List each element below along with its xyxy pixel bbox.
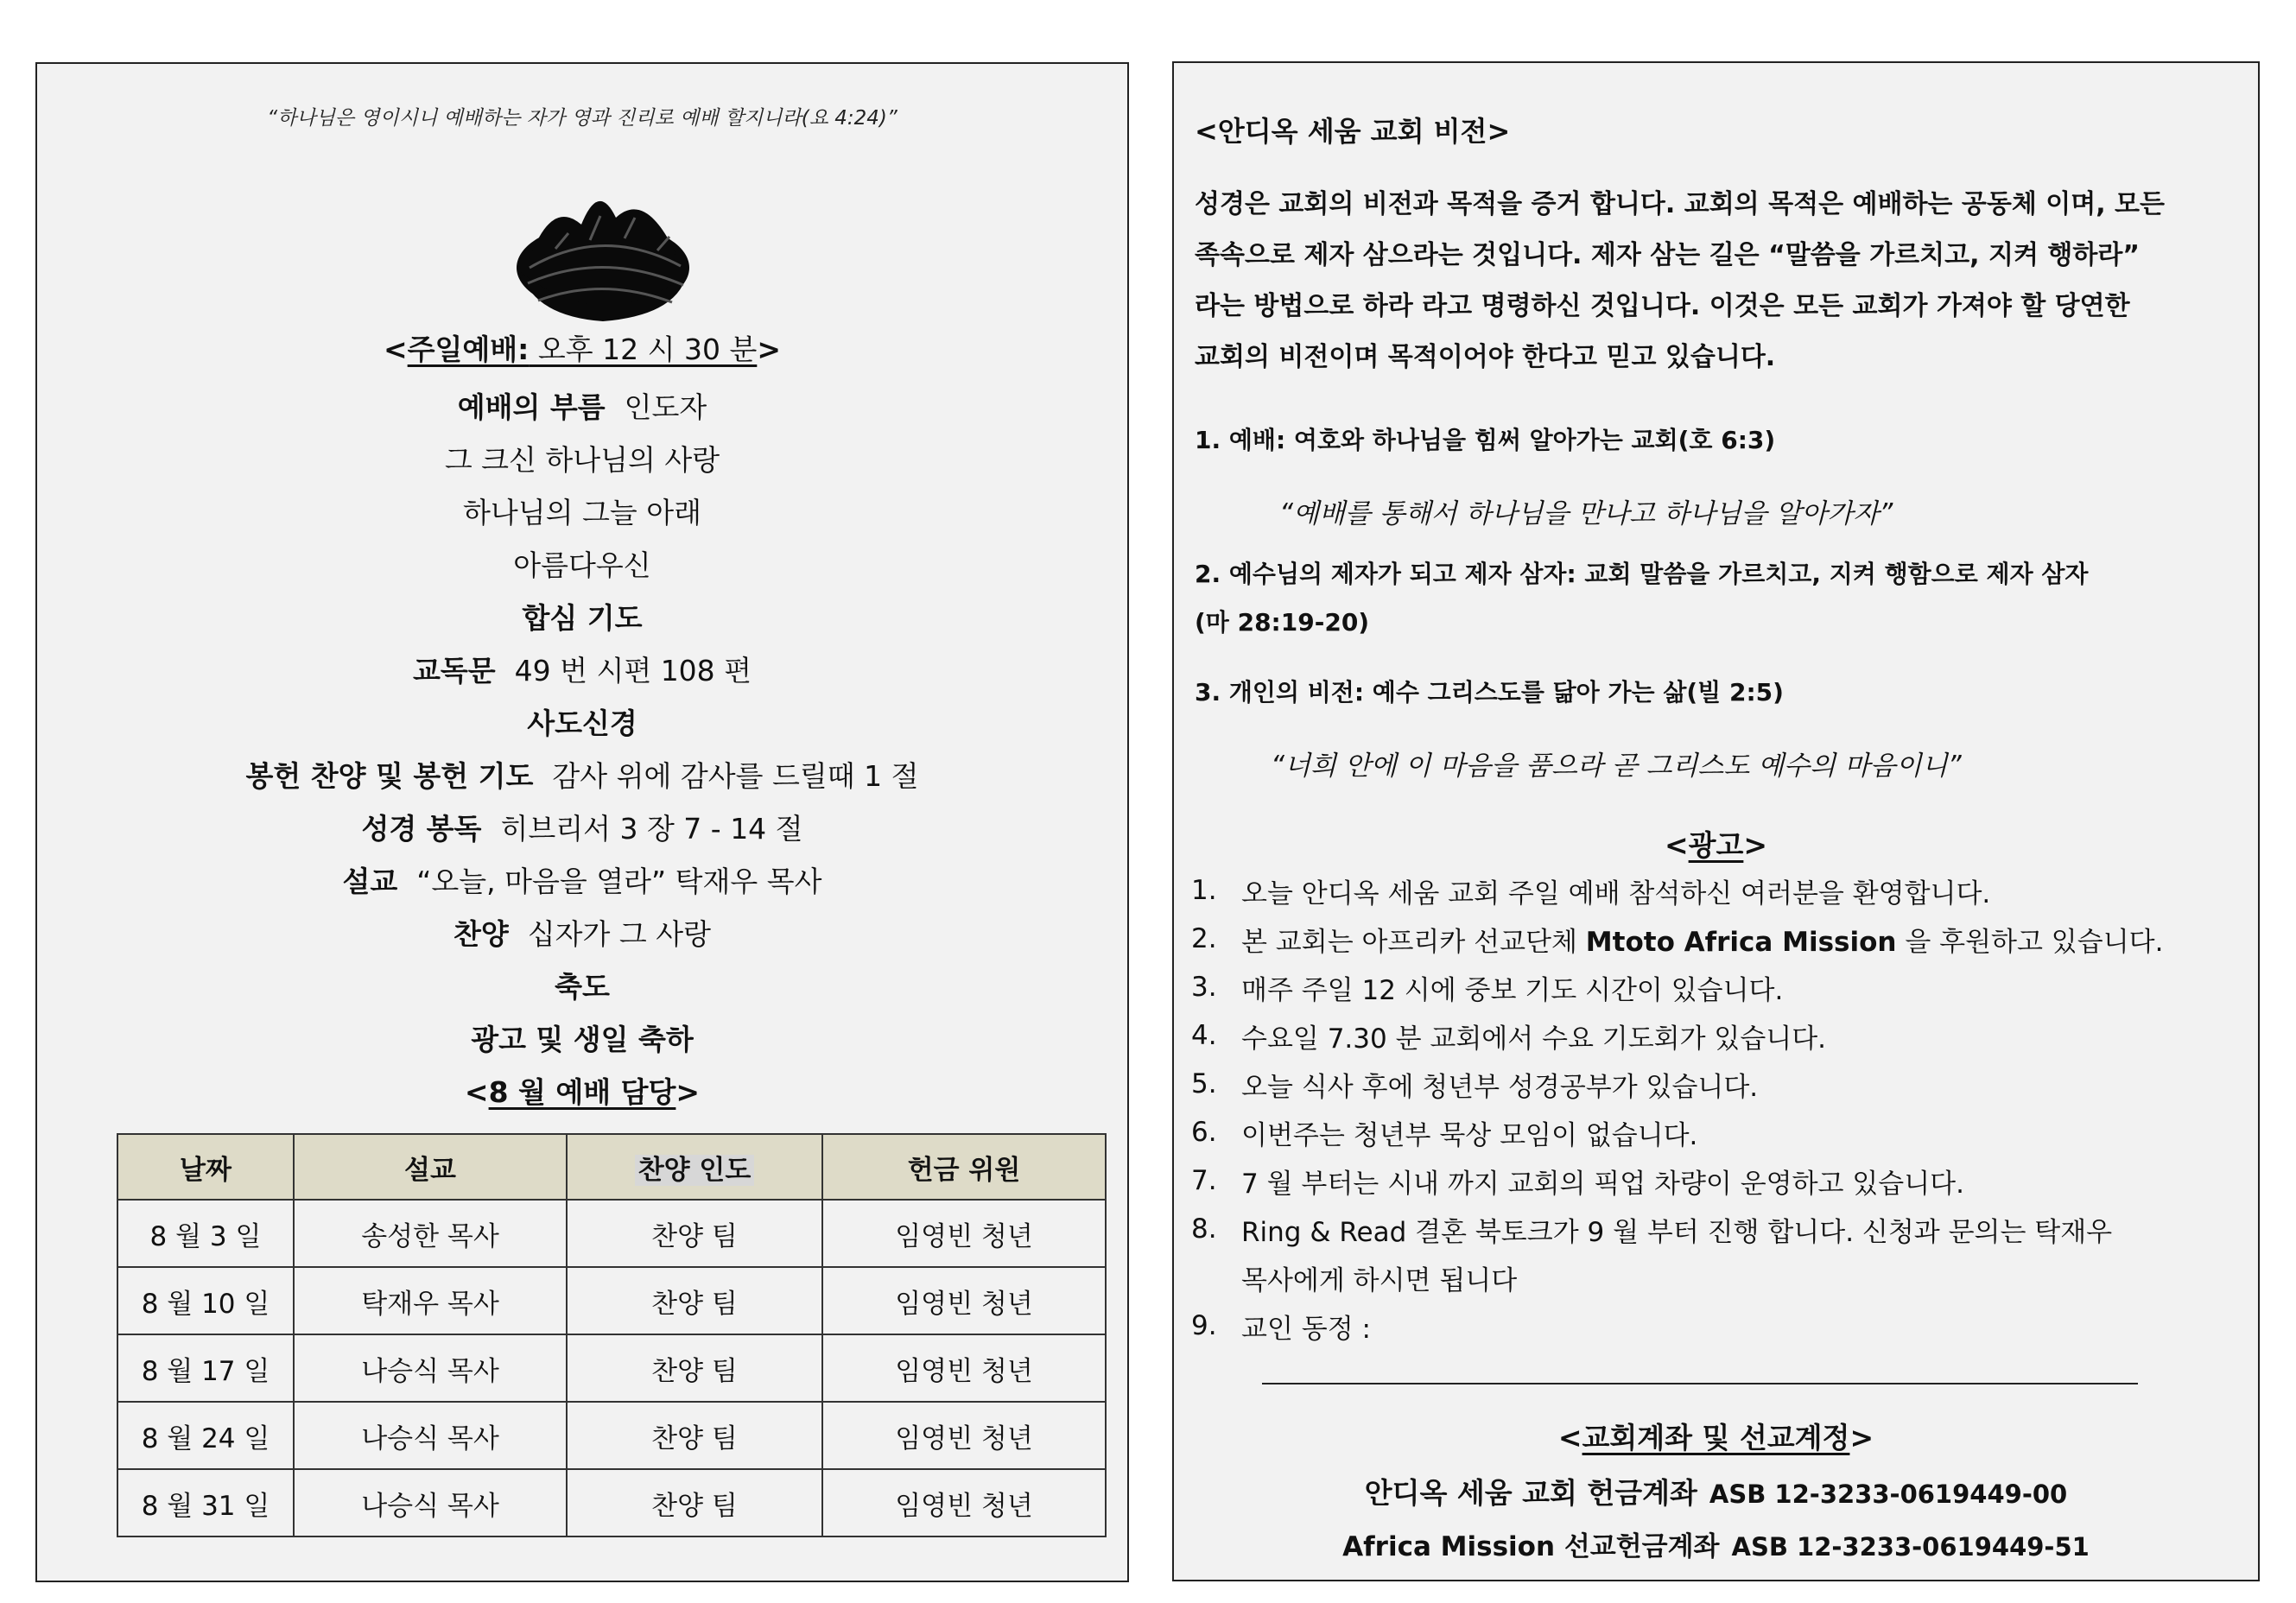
announcement-number: 5.	[1191, 1068, 1217, 1099]
announcement-number: 3.	[1191, 972, 1217, 1003]
order-item-detail: 49 번 시편 108 편	[514, 654, 752, 687]
cell-praise-leader: 찬양 팀	[567, 1200, 822, 1267]
announcement-text: Ring & Read 결혼 북토크가 9 월 부터 진행 합니다. 신청과 문의는 탁재우	[1241, 1216, 2113, 1248]
schedule-title	[37, 1066, 1127, 1118]
vision-line: 라는 방법으로 하라 라고 명령하신 것입니다. 이것은 모든 교회가 가져야 할 당연한	[1195, 291, 2130, 321]
account-number: ASB 12-3233-0619449-00	[1709, 1479, 2068, 1509]
announcement-text: 7 월 부터는 시내 까지 교회의 픽업 차량이 운영하고 있습니다.	[1241, 1168, 1964, 1200]
order-item	[37, 697, 1127, 750]
announcements-title-label: 광고	[1688, 828, 1744, 862]
cell-offering: 임영빈 청년	[822, 1402, 1106, 1469]
order-item	[37, 434, 1127, 486]
announcements-title-open: <	[1664, 828, 1689, 862]
cell-offering: 임영빈 청년	[822, 1469, 1106, 1536]
order-item-title: 봉헌 찬양 및 봉헌 기도	[245, 759, 534, 793]
service-time-open: <	[384, 333, 408, 366]
announcement-text: 매주 주일 12 시에 중보 기도 시간이 있습니다.	[1241, 974, 1784, 1006]
order-item-title: 찬양	[453, 917, 509, 951]
table-row	[117, 1402, 1106, 1469]
crown-of-thorns-icon	[504, 164, 702, 345]
vision-title: <안디옥 세움 교회 비전>	[1195, 115, 1511, 148]
vision-quote-1: “예배를 통해서 하나님을 만나고 하나님을 알아가자”	[1279, 498, 1893, 529]
cell-preacher: 나승식 목사	[294, 1334, 567, 1402]
table-row	[117, 1267, 1106, 1334]
account-line-mission	[1174, 1524, 2258, 1563]
announcement-item	[1191, 1302, 2245, 1350]
order-item	[37, 802, 1127, 855]
scripture-epigraph: “하나님은 영이시니 예배하는 자가 영과 진리로 예배 할지니라(요 4:24)”	[267, 107, 897, 130]
cell-praise-leader: 찬양 팀	[567, 1402, 822, 1469]
table-row	[117, 1469, 1106, 1536]
cell-date: 8 월 31 일	[117, 1469, 294, 1536]
announcement-text-part: 본 교회는 아프리카 선교단체	[1241, 926, 1586, 958]
order-item-title: 성경 봉독	[361, 812, 482, 846]
account-number: ASB 12-3233-0619449-51	[1731, 1532, 2090, 1562]
order-of-service	[37, 323, 1127, 1118]
announcement-text-part: 을 후원하고 있습니다.	[1896, 926, 2164, 958]
order-item-title: 축도	[555, 970, 610, 1004]
cell-offering: 임영빈 청년	[822, 1267, 1106, 1334]
announcement-item	[1191, 915, 2245, 963]
order-item	[37, 644, 1127, 697]
table-row	[117, 1334, 1106, 1402]
worship-order-panel	[35, 62, 1129, 1582]
order-item-title: 설교	[342, 865, 398, 898]
service-time-close: >	[757, 333, 781, 366]
announcement-number: 6.	[1191, 1117, 1217, 1148]
announcements-title-close: >	[1743, 828, 1768, 862]
account-label: Africa Mission 선교헌금계좌	[1342, 1531, 1720, 1562]
accounts-title	[1174, 1416, 2258, 1456]
order-item-title: 예배의 부름	[457, 390, 606, 424]
account-line-church	[1174, 1471, 2258, 1511]
cell-date: 8 월 17 일	[117, 1334, 294, 1402]
header-sermon: 설교	[294, 1134, 567, 1200]
vision-body	[1195, 179, 2248, 383]
announcement-item	[1191, 866, 2245, 915]
cell-preacher: 탁재우 목사	[294, 1267, 567, 1334]
announcement-item	[1191, 1156, 2245, 1205]
header-date: 날짜	[117, 1134, 294, 1200]
cell-praise-leader: 찬양 팀	[567, 1469, 822, 1536]
announcement-number: 1.	[1191, 875, 1217, 906]
announcement-item	[1191, 1011, 2245, 1060]
mission-name: Mtoto Africa Mission	[1585, 926, 1897, 958]
august-schedule-table	[117, 1133, 1107, 1537]
order-item	[37, 381, 1127, 434]
cell-offering: 임영빈 청년	[822, 1334, 1106, 1402]
order-item	[37, 750, 1127, 802]
vision-point-2: 2. 예수님의 제자가 되고 제자 삼자: 교회 말씀을 가르치고, 지켜 행함으로 제자 삼자	[1195, 560, 2089, 588]
order-item-detail: 히브리서 3 장 7 - 14 절	[500, 812, 803, 846]
announcement-text: 목사에게 하시면 됩니다	[1241, 1264, 1518, 1296]
order-item-title: 사도신경	[527, 706, 637, 740]
cell-praise-leader: 찬양 팀	[567, 1334, 822, 1402]
vision-line: 족속으로 제자 삼으라는 것입니다. 제자 삼는 길은 “말씀을 가르치고, 지켜 행하라”	[1195, 240, 2141, 270]
schedule-title-label: 8 월 예배 담당	[488, 1075, 676, 1109]
cell-preacher: 나승식 목사	[294, 1402, 567, 1469]
header-praise-leader-text: 찬양 인도	[635, 1155, 755, 1186]
vision-and-announcements-panel	[1172, 61, 2260, 1581]
order-item	[37, 539, 1127, 592]
cell-date: 8 월 24 일	[117, 1402, 294, 1469]
cell-date: 8 월 10 일	[117, 1267, 294, 1334]
announcements-list	[1191, 866, 2245, 1350]
announcement-number: 2.	[1191, 923, 1217, 954]
announcement-number: 8.	[1191, 1213, 1217, 1245]
cell-preacher: 나승식 목사	[294, 1469, 567, 1536]
table-header-row	[117, 1134, 1106, 1200]
order-item-detail: 감사 위에 감사를 드릴때 1 절	[552, 759, 919, 793]
cell-date: 8 월 3 일	[117, 1200, 294, 1267]
service-time-label: 주일예배:	[407, 333, 530, 366]
order-item-detail: 하나님의 그늘 아래	[462, 496, 701, 529]
order-item	[37, 855, 1127, 908]
order-item-detail: “오늘, 마음을 열라” 탁재우 목사	[416, 865, 822, 898]
order-item	[37, 1013, 1127, 1066]
announcements-title	[1174, 823, 2258, 864]
announcement-text: 오늘 식사 후에 청년부 성경공부가 있습니다.	[1241, 1071, 1759, 1103]
vision-line: 교회의 비전이며 목적이어야 한다고 믿고 있습니다.	[1195, 342, 1776, 372]
announcement-text: 교인 동정 :	[1241, 1313, 1371, 1345]
table-row	[117, 1200, 1106, 1267]
order-item-detail: 아름다우신	[513, 548, 651, 582]
schedule-title-open: <	[464, 1075, 489, 1109]
accounts-title-label: 교회계좌 및 선교계정	[1582, 1421, 1850, 1454]
schedule-title-close: >	[675, 1075, 701, 1109]
announcement-item	[1191, 1253, 2245, 1302]
divider	[1262, 1383, 2138, 1384]
order-item-detail: 인도자	[624, 390, 707, 424]
announcement-number: 4.	[1191, 1020, 1217, 1051]
announcement-text	[1241, 920, 2163, 959]
header-praise-leader	[567, 1134, 822, 1200]
announcement-item	[1191, 1205, 2245, 1253]
cell-preacher: 송성한 목사	[294, 1200, 567, 1267]
order-item	[37, 592, 1127, 644]
cell-offering: 임영빈 청년	[822, 1200, 1106, 1267]
order-item-title: 광고 및 생일 축하	[471, 1023, 694, 1056]
order-item-detail: 그 크신 하나님의 사랑	[444, 443, 720, 477]
announcement-number: 7.	[1191, 1165, 1217, 1196]
announcement-number: 9.	[1191, 1310, 1217, 1341]
announcement-text: 이번주는 청년부 묵상 모임이 없습니다.	[1241, 1119, 1698, 1151]
announcement-text: 오늘 안디옥 세움 교회 주일 예배 참석하신 여러분을 환영합니다.	[1241, 878, 1991, 909]
order-item-title: 교독문	[412, 654, 496, 687]
accounts-title-open: <	[1557, 1421, 1582, 1454]
cell-praise-leader: 찬양 팀	[567, 1267, 822, 1334]
order-item	[37, 486, 1127, 539]
vision-line: 성경은 교회의 비전과 목적을 증거 합니다. 교회의 목적은 예배하는 공동체 이며, 모든	[1195, 189, 2165, 219]
header-offering: 헌금 위원	[822, 1134, 1106, 1200]
accounts-title-close: >	[1849, 1421, 1874, 1454]
announcement-item	[1191, 963, 2245, 1011]
account-label: 안디옥 세움 교회 헌금계좌	[1364, 1476, 1697, 1510]
order-item	[37, 908, 1127, 960]
announcement-item	[1191, 1108, 2245, 1156]
order-item-title: 합심 기도	[522, 601, 643, 635]
vision-point-2-ref: (마 28:19-20)	[1195, 608, 1370, 637]
vision-point-3: 3. 개인의 비전: 예수 그리스도를 닮아 가는 삶(빌 2:5)	[1195, 678, 1784, 706]
vision-point-1: 1. 예배: 여호와 하나님을 힘써 알아가는 교회(호 6:3)	[1195, 426, 1776, 454]
service-time-value: 오후 12 시 30 분	[529, 333, 758, 366]
announcement-text: 수요일 7.30 분 교회에서 수요 기도회가 있습니다.	[1241, 1023, 1827, 1055]
order-item-detail: 십자가 그 사랑	[527, 917, 711, 951]
announcement-item	[1191, 1060, 2245, 1108]
order-item	[37, 960, 1127, 1013]
vision-quote-3: “너희 안에 이 마음을 품으라 곧 그리스도 예수의 마음이니”	[1271, 751, 1962, 782]
service-time	[37, 323, 1127, 376]
